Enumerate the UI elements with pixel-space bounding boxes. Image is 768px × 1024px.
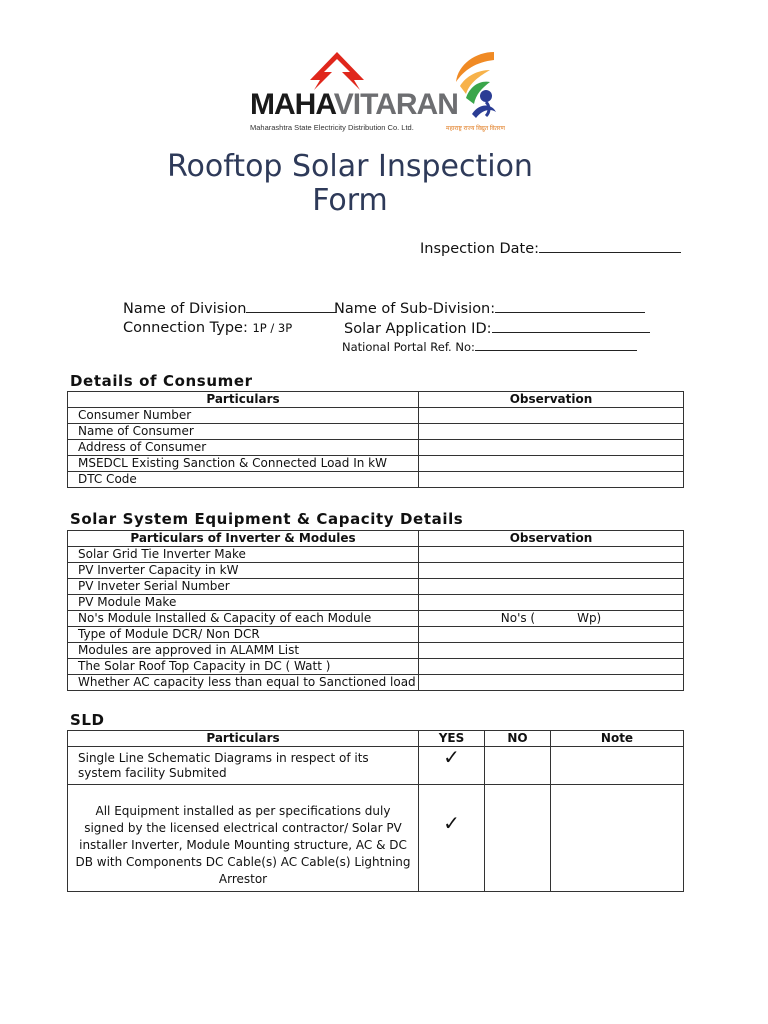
checkmark-icon: ✓ bbox=[443, 811, 460, 835]
solar-app-id-label: Solar Application ID: bbox=[344, 321, 492, 337]
brand-tagline: महाराष्ट्र राज्य विद्युत वितरण bbox=[446, 126, 505, 132]
no-cell[interactable] bbox=[485, 747, 551, 785]
row-label: The Solar Roof Top Capacity in DC ( Watt ) bbox=[68, 659, 419, 675]
sld-table bbox=[67, 730, 684, 892]
observation-cell[interactable] bbox=[419, 643, 684, 659]
table-row bbox=[68, 785, 684, 892]
connection-type-value: 1P / 3P bbox=[252, 321, 293, 335]
column-header-particulars: Particulars bbox=[68, 731, 419, 747]
page-title: Rooftop Solar Inspection Form bbox=[167, 149, 533, 218]
note-cell[interactable] bbox=[551, 747, 684, 785]
column-header-observation: Observation bbox=[419, 531, 684, 547]
table-row bbox=[68, 579, 684, 595]
table-row bbox=[68, 595, 684, 611]
portal-ref-blank[interactable] bbox=[475, 340, 637, 351]
no-cell[interactable] bbox=[485, 785, 551, 892]
table-row bbox=[68, 472, 684, 488]
portal-ref-field bbox=[342, 340, 637, 354]
sub-division-field bbox=[334, 300, 645, 317]
row-label: Modules are approved in ALAMM List bbox=[68, 643, 419, 659]
note-cell[interactable] bbox=[551, 785, 684, 892]
table-row bbox=[68, 627, 684, 643]
observation-cell[interactable] bbox=[419, 408, 684, 424]
division-blank[interactable] bbox=[246, 300, 336, 313]
column-header-particulars: Particulars of Inverter & Modules bbox=[68, 531, 419, 547]
observation-cell[interactable] bbox=[419, 547, 684, 563]
observation-cell[interactable] bbox=[419, 579, 684, 595]
checkmark-icon: ✓ bbox=[443, 746, 460, 769]
row-label: Whether AC capacity less than equal to Sanctioned load bbox=[68, 675, 419, 691]
column-header-no: NO bbox=[485, 731, 551, 747]
observation-cell[interactable] bbox=[419, 659, 684, 675]
observation-cell[interactable] bbox=[419, 675, 684, 691]
consumer-section-heading: Details of Consumer bbox=[70, 372, 253, 390]
observation-cell[interactable] bbox=[419, 456, 684, 472]
column-header-observation: Observation bbox=[419, 392, 684, 408]
inspection-date-blank[interactable] bbox=[539, 240, 681, 253]
equipment-section-heading: Solar System Equipment & Capacity Details bbox=[70, 510, 464, 528]
table-header-row bbox=[68, 531, 684, 547]
row-label: MSEDCL Existing Sanction & Connected Load In kW bbox=[68, 456, 419, 472]
table-row bbox=[68, 659, 684, 675]
column-header-note: Note bbox=[551, 731, 684, 747]
inspection-date-field bbox=[420, 240, 681, 257]
equipment-table bbox=[67, 530, 684, 691]
solar-app-id-blank[interactable] bbox=[492, 320, 650, 333]
division-label: Name of Division bbox=[123, 301, 247, 317]
observation-cell[interactable] bbox=[419, 563, 684, 579]
observation-cell[interactable] bbox=[419, 595, 684, 611]
column-header-yes: YES bbox=[419, 731, 485, 747]
table-header-row bbox=[68, 392, 684, 408]
inspection-date-label: Inspection Date: bbox=[420, 241, 540, 257]
lightning-bolt-icon bbox=[302, 50, 372, 92]
observation-cell[interactable] bbox=[419, 472, 684, 488]
consumer-table bbox=[67, 391, 684, 488]
division-field bbox=[123, 300, 336, 317]
connection-type-field bbox=[123, 320, 292, 336]
table-row bbox=[68, 424, 684, 440]
row-label: Type of Module DCR/ Non DCR bbox=[68, 627, 419, 643]
table-row bbox=[68, 675, 684, 691]
table-row bbox=[68, 456, 684, 472]
row-label: Address of Consumer bbox=[68, 440, 419, 456]
row-label: Name of Consumer bbox=[68, 424, 419, 440]
column-header-particulars: Particulars bbox=[68, 392, 419, 408]
row-label: PV Module Make bbox=[68, 595, 419, 611]
table-row bbox=[68, 611, 684, 627]
row-label: All Equipment installed as per specifications duly signed by the licensed electrical contractor/ Solar PV installer Inverter, Module Mounting structure, AC & DC DB with Components DC Cable(s) AC Cable(s) Lightning Arrestor bbox=[68, 785, 419, 892]
table-row bbox=[68, 563, 684, 579]
solar-app-id-field bbox=[344, 320, 650, 337]
row-label: DTC Code bbox=[68, 472, 419, 488]
table-row bbox=[68, 440, 684, 456]
observation-cell[interactable] bbox=[419, 440, 684, 456]
observation-cell[interactable] bbox=[419, 627, 684, 643]
row-label: Consumer Number bbox=[68, 408, 419, 424]
table-header-row bbox=[68, 731, 684, 747]
brand-part-maha: MAHA bbox=[250, 88, 334, 121]
sub-division-label: Name of Sub-Division: bbox=[334, 301, 496, 317]
sub-division-blank[interactable] bbox=[495, 300, 645, 313]
table-row bbox=[68, 547, 684, 563]
portal-ref-label: National Portal Ref. No: bbox=[342, 340, 475, 354]
row-label: No's Module Installed & Capacity of each Module bbox=[68, 611, 419, 627]
sld-section-heading: SLD bbox=[70, 711, 105, 729]
brand-subtitle: Maharashtra State Electricity Distribution Co. Ltd. bbox=[250, 123, 414, 132]
connection-type-label: Connection Type: bbox=[123, 320, 248, 336]
yes-cell[interactable] bbox=[419, 747, 485, 785]
brand-part-vitaran: VITARAN bbox=[333, 88, 458, 121]
row-label: Solar Grid Tie Inverter Make bbox=[68, 547, 419, 563]
mahavitaran-logo bbox=[250, 48, 522, 140]
brand-name bbox=[250, 90, 458, 120]
row-label: PV Inverter Capacity in kW bbox=[68, 563, 419, 579]
observation-cell[interactable]: No's ( Wp) bbox=[419, 611, 684, 627]
table-row bbox=[68, 408, 684, 424]
row-label: Single Line Schematic Diagrams in respect of its system facility Submited bbox=[68, 747, 419, 785]
yes-cell[interactable] bbox=[419, 785, 485, 892]
row-label: PV Inveter Serial Number bbox=[68, 579, 419, 595]
table-row bbox=[68, 747, 684, 785]
table-row bbox=[68, 643, 684, 659]
observation-cell[interactable] bbox=[419, 424, 684, 440]
